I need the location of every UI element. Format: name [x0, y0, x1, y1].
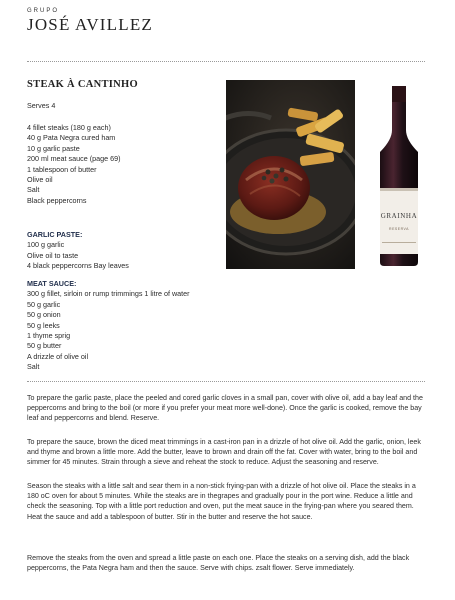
section-divider [27, 381, 425, 382]
brand-group-label: GRUPO [27, 8, 60, 14]
ingredient-item: Olive oil to taste [27, 250, 79, 260]
wine-label-name: GRAINHA [380, 212, 418, 220]
ingredient-item: 300 g fillet, sirloin or rump trimmings 1 litre of water [27, 289, 190, 299]
wine-bottle-graphic [370, 80, 428, 269]
ingredient-list [27, 123, 121, 206]
ingredient-item: Olive oil [27, 175, 53, 185]
meat-sauce-heading: MEAT SAUCE: [27, 279, 77, 288]
garlic-paste-heading: GARLIC PASTE: [27, 230, 83, 239]
ingredient-item: 50 g onion [27, 310, 61, 320]
ingredient-item: 50 g butter [27, 341, 62, 351]
brand-name: JOSÉ AVILLEZ [27, 15, 154, 34]
ingredient-item: 50 g leeks [27, 320, 60, 330]
ingredient-item: 50 g garlic [27, 299, 61, 309]
ingredient-item: Salt [27, 362, 40, 372]
ingredient-item: 40 g Pata Negra cured ham [27, 133, 116, 143]
wine-bottle-image [370, 80, 428, 269]
recipe-title: STEAK À CANTINHO [27, 79, 138, 90]
top-divider [27, 61, 425, 62]
ingredient-item: 1 thyme sprig [27, 331, 71, 341]
method-paragraph: Season the steaks with a little salt and sear them in a non-stick frying-pan with a drizzle of hot olive oil. Place the steaks in a 180 oC oven for about 5 minutes. While the steaks are in thegrapes and gradually pour in the port wine. Reduce a little and check the seasoning. Top with a little port reduction and oven, put the meat sauce in the frying-pan where you seared them. Heat the sauce and add a tablespoon of butter. Stir in the butter and reserve the hot sauce. [27, 482, 416, 521]
ingredient-item: 4 fillet steaks (180 g each) [27, 123, 111, 132]
ingredient-item: Black peppercorns [27, 195, 87, 205]
method-paragraph: To prepare the sauce, brown the diced meat trimmings in a cast-iron pan in a drizzle of hot olive oil. Add the garlic, onion, leek and thyme and brown a little more. Add the butter, leave to brown and drain off the fat. Cover with water, bring to the boil and simmer for 45 minutes. Strain through a sieve and reheat the stock to reduce. Adjust the seasoning and reserve. [27, 438, 421, 467]
wine-label-sub: RESERVA [389, 227, 409, 231]
recipe-serves: Serves 4 [27, 101, 56, 110]
ingredient-item: A drizzle of olive oil [27, 351, 89, 361]
ingredient-item: 10 g garlic paste [27, 143, 80, 153]
ingredient-item: 1 tablespoon of butter [27, 164, 97, 174]
ingredient-item: 4 black peppercorns Bay leaves [27, 261, 129, 271]
ingredient-item: 100 g garlic [27, 240, 65, 250]
ingredient-item: 200 ml meat sauce (page 69) [27, 154, 121, 164]
steak-photo [226, 80, 355, 269]
garlic-paste-list [27, 230, 129, 272]
ingredient-item: Salt [27, 185, 40, 195]
brand-logo [27, 8, 153, 35]
meat-sauce-list [27, 279, 190, 373]
steak-photo-graphic [226, 80, 355, 269]
method-paragraph: To prepare the garlic paste, place the peeled and cored garlic cloves in a small pan, cover with olive oil, add a bay leaf and the peppercorns and bring to the boil (or more if you prefer your meat more well-done). Once the garlic is cooked, remove the bay leaf and peppercorns and blend. Reserve. [27, 394, 423, 423]
method-paragraph: Remove the steaks from the oven and spread a little paste on each one. Place the steaks on a serving dish, add the black peppercorns, the Pata Negra ham and then the sauce. Serve with chips. zsalt flower. Serve immediately. [27, 554, 410, 573]
